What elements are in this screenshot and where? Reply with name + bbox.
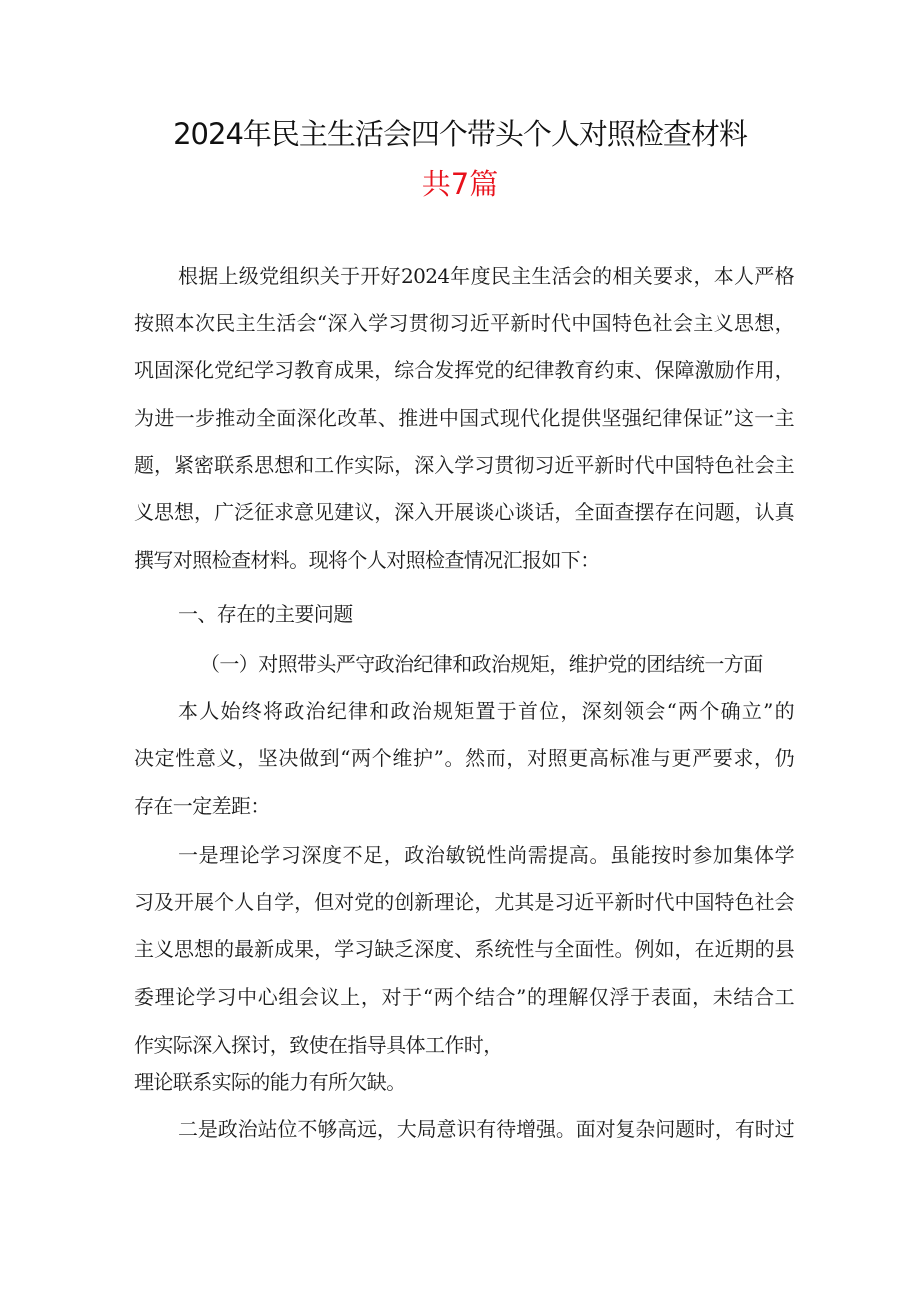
paragraph-line: 理论联系实际的能力有所欠缺。 (134, 1070, 406, 1094)
paragraph-line: 委理论学习中心组会议上，对于“两个结合”的理解仅浮于表面，未结合工 (134, 985, 794, 1009)
paragraph-line: 巩固深化党纪学习教育成果，综合发挥党的纪律教育约束、保障激励作用， (134, 358, 794, 382)
paragraph-line: 作实际深入探讨，致使在指导具体工作时， (134, 1033, 503, 1057)
paragraph-line: 习及开展个人自学，但对党的创新理论，尤其是习近平新时代中国特色社会 (134, 890, 794, 914)
document-subtitle: 共7篇 (421, 167, 499, 201)
paragraph-line: 决定性意义，坚决做到“两个维护”。然而，对照更高标准与更严要求，仍 (134, 746, 794, 770)
paragraph-line: 义思想，广泛征求意见建议，深入开展谈心谈话，全面查摆存在问题，认真 (134, 500, 794, 524)
document-title: 2024年民主生活会四个带头个人对照检查材料 (173, 117, 747, 151)
paragraph-line: 题，紧密联系思想和工作实际，深入学习贯彻习近平新时代中国特色社会主 (134, 453, 794, 477)
paragraph-line: 为进一步推动全面深化改革、推进中国式现代化提供坚强纪律保证”这一主 (134, 406, 794, 430)
paragraph-line: 按照本次民主生活会“深入学习贯彻习近平新时代中国特色社会主义思想， (134, 311, 794, 335)
paragraph-line: 本人始终将政治纪律和政治规矩置于首位，深刻领会“两个确立”的 (178, 699, 794, 723)
paragraph-line: 根据上级党组织关于开好2024年度民主生活会的相关要求，本人严格 (178, 264, 794, 288)
subsection-heading: （一）对照带头严守政治纪律和政治规矩，维护党的团结统一方面 (200, 652, 763, 676)
section-heading: 一、存在的主要问题 (178, 602, 353, 626)
paragraph-line: 存在一定差距： (134, 794, 270, 818)
paragraph-line: 主义思想的最新成果，学习缺乏深度、系统性与全面性。例如，在近期的县 (134, 937, 794, 961)
paragraph-line: 二是政治站位不够高远，大局意识有待增强。面对复杂问题时，有时过 (178, 1117, 794, 1141)
paragraph-line: 撰写对照检查材料。现将个人对照检查情况汇报如下： (134, 548, 600, 572)
paragraph-line: 一是理论学习深度不足，政治敏锐性尚需提高。虽能按时参加集体学 (178, 843, 794, 867)
